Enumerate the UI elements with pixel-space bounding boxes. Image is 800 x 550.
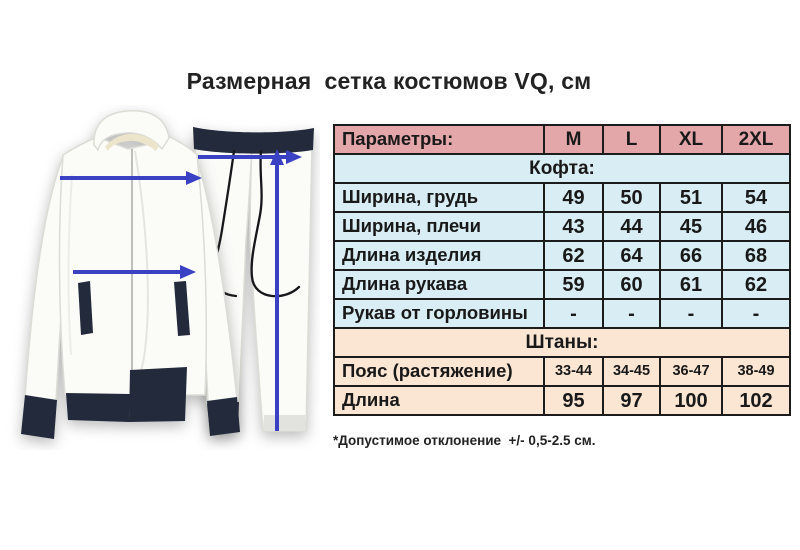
value-cell: 36-47 — [660, 357, 722, 386]
left-sleeve-cuff — [21, 395, 57, 439]
table-row — [334, 386, 790, 415]
value-cell: 64 — [603, 241, 660, 270]
value-cell: 51 — [660, 183, 722, 212]
hem-band — [66, 393, 130, 422]
value-cell: 66 — [660, 241, 722, 270]
value-cell: - — [603, 299, 660, 328]
value-cell: 95 — [544, 386, 603, 415]
row-label: Длина — [334, 386, 544, 415]
value-cell: - — [544, 299, 603, 328]
value-cell: - — [722, 299, 790, 328]
size-table — [333, 124, 791, 416]
value-cell: 100 — [660, 386, 722, 415]
value-cell: 62 — [544, 241, 603, 270]
row-label: Ширина, грудь — [334, 183, 544, 212]
value-cell: 44 — [603, 212, 660, 241]
pants-section-title: Штаны: — [334, 328, 790, 357]
jacket-section-title: Кофта: — [334, 154, 790, 183]
value-cell: 50 — [603, 183, 660, 212]
page-title: Размерная сетка костюмов VQ, см — [186, 68, 592, 94]
value-cell: - — [660, 299, 722, 328]
tolerance-note: *Допустимое отклонение +/- 0,5-2.5 см. — [333, 433, 596, 448]
table-row — [334, 270, 790, 299]
tracksuit-photo — [0, 105, 320, 450]
table-row — [334, 357, 790, 386]
params-header-cell: Параметры: — [334, 125, 544, 154]
value-cell: 49 — [544, 183, 603, 212]
table-row — [334, 241, 790, 270]
value-cell: 43 — [544, 212, 603, 241]
row-label: Ширина, плечи — [334, 212, 544, 241]
value-cell: 68 — [722, 241, 790, 270]
table-row — [334, 183, 790, 212]
table-header-row — [334, 125, 790, 154]
pants-waistband — [193, 127, 314, 154]
value-cell: 60 — [603, 270, 660, 299]
row-label: Рукав от горловины — [334, 299, 544, 328]
pant-cuff-shade — [263, 415, 306, 431]
table-row — [334, 212, 790, 241]
size-col-l: L — [603, 125, 660, 154]
size-col-2xl: 2XL — [722, 125, 790, 154]
value-cell: 59 — [544, 270, 603, 299]
value-cell: 54 — [722, 183, 790, 212]
row-label: Длина рукава — [334, 270, 544, 299]
value-cell: 33-44 — [544, 357, 603, 386]
value-cell: 97 — [603, 386, 660, 415]
row-label: Длина изделия — [334, 241, 544, 270]
right-sleeve-cuff — [207, 397, 240, 436]
jacket-section-row — [334, 154, 790, 183]
value-cell: 45 — [660, 212, 722, 241]
hem-flap — [129, 367, 187, 422]
value-cell: 38-49 — [722, 357, 790, 386]
value-cell: 34-45 — [603, 357, 660, 386]
value-cell: 46 — [722, 212, 790, 241]
row-label: Пояс (растяжение) — [334, 357, 544, 386]
value-cell: 62 — [722, 270, 790, 299]
size-col-xl: XL — [660, 125, 722, 154]
value-cell: 102 — [722, 386, 790, 415]
size-col-m: M — [544, 125, 603, 154]
table-row — [334, 299, 790, 328]
pants-section-row — [334, 328, 790, 357]
value-cell: 61 — [660, 270, 722, 299]
